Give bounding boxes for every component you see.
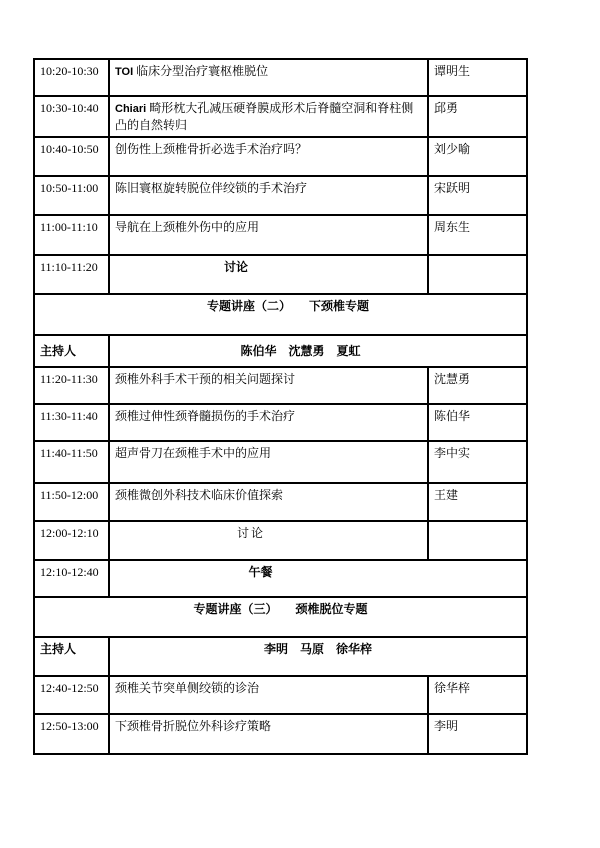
table-row-discussion (34, 255, 527, 294)
conference-schedule-table (33, 58, 528, 755)
topic-latin-term: TOI (115, 66, 134, 78)
table-row-session (34, 96, 527, 137)
speaker-cell: 邱勇 (428, 96, 527, 137)
time-cell: 11:20-11:30 (34, 367, 109, 404)
time-cell: 11:50-12:00 (34, 483, 109, 521)
table-row-session (34, 714, 527, 754)
time-cell: 10:40-10:50 (34, 137, 109, 176)
table-row-discussion (34, 521, 527, 560)
topic-cell: 导航在上颈椎外伤中的应用 (109, 215, 428, 255)
time-cell: 11:30-11:40 (34, 404, 109, 441)
topic-cell: 创伤性上颈椎骨折必选手术治疗吗？ (109, 137, 428, 176)
section-title-cell: 专题讲座（三） 颈椎脱位专题 (34, 597, 527, 637)
discussion-cell: 讨论 (109, 255, 428, 294)
table-row-section (34, 294, 527, 335)
speaker-cell: 徐华梓 (428, 676, 527, 714)
table-row-session (34, 441, 527, 483)
time-cell: 11:10-11:20 (34, 255, 109, 294)
time-cell: 10:50-11:00 (34, 176, 109, 215)
topic-cell (109, 96, 428, 137)
table-row-session (34, 367, 527, 404)
speaker-cell: 谭明生 (428, 59, 527, 96)
time-cell: 12:50-13:00 (34, 714, 109, 754)
chair-names-cell: 李明 马原 徐华梓 (109, 637, 527, 676)
time-cell: 11:00-11:10 (34, 215, 109, 255)
topic-cell: 颈椎微创外科技术临床价值探索 (109, 483, 428, 521)
topic-text: 临床分型治疗寰枢椎脱位 (136, 64, 269, 78)
speaker-cell: 宋跃明 (428, 176, 527, 215)
chair-label-cell: 主持人 (34, 637, 109, 676)
discussion-cell: 讨论 (109, 521, 428, 560)
time-cell: 11:40-11:50 (34, 441, 109, 483)
time-cell: 10:30-10:40 (34, 96, 109, 137)
table-row-lunch (34, 560, 527, 597)
topic-text: 畸形枕大孔减压硬脊膜成形术后脊髓空洞和脊柱侧凸的自然转归 (115, 101, 414, 133)
topic-cell: 超声骨刀在颈椎手术中的应用 (109, 441, 428, 483)
speaker-cell: 沈慧勇 (428, 367, 527, 404)
lunch-cell: 午餐 (109, 560, 527, 597)
table-row-session (34, 215, 527, 255)
table-row-session (34, 59, 527, 96)
time-cell: 12:10-12:40 (34, 560, 109, 597)
topic-cell: 陈旧寰枢旋转脱位伴绞锁的手术治疗 (109, 176, 428, 215)
chair-label-cell: 主持人 (34, 335, 109, 367)
speaker-cell: 李明 (428, 714, 527, 754)
speaker-cell (428, 521, 527, 560)
topic-cell: 颈椎外科手术干预的相关问题探讨 (109, 367, 428, 404)
speaker-cell: 王建 (428, 483, 527, 521)
speaker-cell (428, 255, 527, 294)
topic-cell (109, 59, 428, 96)
speaker-cell: 周东生 (428, 215, 527, 255)
speaker-cell: 陈伯华 (428, 404, 527, 441)
table-row-chair (34, 637, 527, 676)
table-row-session (34, 483, 527, 521)
time-cell: 10:20-10:30 (34, 59, 109, 96)
speaker-cell: 刘少喻 (428, 137, 527, 176)
section-title-cell: 专题讲座（二） 下颈椎专题 (34, 294, 527, 335)
topic-cell: 颈椎关节突单侧绞锁的诊治 (109, 676, 428, 714)
topic-cell: 颈椎过伸性颈脊髓损伤的手术治疗 (109, 404, 428, 441)
chair-names-cell: 陈伯华 沈慧勇 夏虹 (109, 335, 527, 367)
table-row-session (34, 404, 527, 441)
table-row-chair (34, 335, 527, 367)
time-cell: 12:00-12:10 (34, 521, 109, 560)
topic-cell: 下颈椎骨折脱位外科诊疗策略 (109, 714, 428, 754)
table-row-session (34, 137, 527, 176)
table-row-section (34, 597, 527, 637)
table-row-session (34, 676, 527, 714)
table-row-session (34, 176, 527, 215)
speaker-cell: 李中实 (428, 441, 527, 483)
topic-latin-term: Chiari (115, 103, 147, 115)
time-cell: 12:40-12:50 (34, 676, 109, 714)
